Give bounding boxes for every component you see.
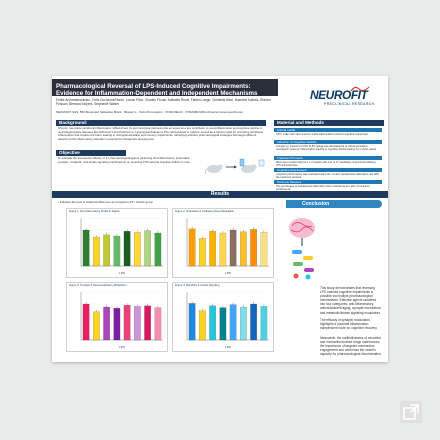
bar xyxy=(209,306,215,340)
results-panel-3 xyxy=(66,282,168,352)
objective-heading: Objective xyxy=(56,150,126,156)
affiliation: NEUROFIT SAS, 850 Boulevard Sébastien Brant · Bioparc 1 · Parc d'Innovation · 67400 Illkirch · STRASBOURG (France) www.neurofit.com xyxy=(56,110,244,114)
bar xyxy=(83,230,89,266)
method-label: Cognitive Assessment xyxy=(274,168,382,172)
bar xyxy=(103,235,109,266)
background-section xyxy=(56,120,266,148)
bar xyxy=(220,233,226,266)
bar xyxy=(230,230,236,266)
methods-heading: Material and Methods xyxy=(274,120,384,126)
bar xyxy=(114,308,120,340)
conclusion-paragraph-1: This study demonstrates that reversing LPS-induced cognitive impairments is possible via multiple pharmacological mechanisms. Effective agents clustered into four categories: anti-inflammatory, antioxidant/anti-aging, synaptic modulators, and metabolic/kinase signaling modulators. xyxy=(320,286,382,315)
conclusion-paragraph-2: The efficacy of synaptic modulators highlights a potential inflammation-independent route for cognitive recovery. xyxy=(320,318,378,331)
conclusion-paragraph-3: Meanwhile, the ineffectiveness of microbial and mechanism-based drugs underscores the importance of targeted mechanism engagement and reinforces the model's capacity for pharmacological discrimination. xyxy=(320,336,382,357)
bar xyxy=(93,237,99,266)
objective-text: To evaluate the therapeutic efficacy of 17 pharmacological agents (spanning anti-inflammatory, antioxidant, synaptic, metabolic, and kinase signaling mechanisms) on reversing LPS-induced cognitive deficits in mice. xyxy=(58,156,191,164)
results-section xyxy=(56,200,280,358)
bar xyxy=(199,311,205,340)
method-label: Induction of Cognitive Deficits xyxy=(274,140,382,144)
panel-title: Figure 1: Anti-inflammatory Profile & Targets xyxy=(69,210,120,213)
bar xyxy=(144,231,150,266)
bar xyxy=(124,231,130,266)
brain-wave-icon xyxy=(350,85,370,93)
panel-title: Figure 2: Antioxidant & Oxidative Stress Modulation xyxy=(175,210,235,213)
bar xyxy=(199,238,205,266)
method-label: Treatment Protocol xyxy=(274,156,382,160)
results-panel-1 xyxy=(66,208,168,278)
methods-section xyxy=(274,120,384,190)
bar-chart-1 xyxy=(67,214,167,276)
bar xyxy=(240,307,246,340)
neurofit-logo xyxy=(310,88,382,110)
bar xyxy=(220,308,226,340)
bar xyxy=(134,306,140,340)
logo-name: NEUROFIT xyxy=(310,88,368,102)
results-panel-2 xyxy=(172,208,274,278)
bar xyxy=(83,304,89,340)
x-axis-label: LPS xyxy=(119,345,125,349)
mouse-lps-illustration xyxy=(204,157,266,175)
bar xyxy=(134,232,140,266)
method-text: Cognitive performance was evaluated using the T-maze spontaneous alternation test after the treatment protocol. xyxy=(276,173,380,180)
bar xyxy=(240,232,246,266)
method-text: Mice were treated daily for 1 or 3 weeks with one of 17 candidate compounds following LPS administration. xyxy=(276,161,376,168)
panel-title: Figure 4: Metabolic & Kinase Signaling xyxy=(175,284,220,287)
panel-title: Figure 3: Synaptic & Neuromodulatory Modulation xyxy=(69,284,127,287)
bar xyxy=(209,231,215,266)
bar xyxy=(103,307,109,340)
bar xyxy=(250,304,256,340)
method-text: A single i.p. injection of LPS (0.83 mg/kg) was administered to induce persistent, neurogenic systemic inflammation leading to cognitive deficits lasting up to three weeks. xyxy=(276,145,377,152)
method-label: Animal model xyxy=(274,128,382,132)
x-axis-label: LPS xyxy=(225,271,231,275)
bar xyxy=(155,233,161,266)
results-note: • Indicates the level of statistical difference as compared LPS / Vehicle group xyxy=(58,200,153,204)
poster-header xyxy=(52,76,388,118)
brain-pills-illustration xyxy=(286,214,318,284)
title-line-2: Evidence for Inflammation-Dependent and Independent Mechanisms xyxy=(56,90,258,98)
method-text: The percentage of spontaneous alternation was recorded as an index of cognitive performance. xyxy=(276,185,370,192)
results-heading: Results xyxy=(52,191,388,198)
title-band xyxy=(52,79,278,96)
expand-button[interactable] xyxy=(400,401,422,423)
bar-chart-3 xyxy=(67,288,167,350)
method-label: Outcome Measure xyxy=(274,180,382,184)
poster xyxy=(52,76,388,362)
bar xyxy=(230,305,236,340)
bar-chart-4 xyxy=(173,288,273,350)
x-axis-label: LPS xyxy=(225,345,231,349)
poster-title xyxy=(56,83,278,98)
authors: Emilie Archambeaulcieu, Chris Duchesne/Noreu, Louise Pilon, Charles Proust, Adelaide Renzi, Fabien Lange, Christelle Aliux, Nazoline Kaliotis, Étienne Poisson, Bertrand Noyers, Stephanie Walker xyxy=(56,98,271,107)
bar xyxy=(124,305,130,340)
bar xyxy=(189,229,195,266)
conclusion-heading: Conclusion xyxy=(286,200,382,208)
bar xyxy=(93,312,99,340)
bar xyxy=(114,236,120,266)
bar xyxy=(250,229,256,266)
logo-tagline: PRECLINICAL RESEARCH xyxy=(324,102,375,106)
background-heading: Background: xyxy=(56,120,266,126)
background-text: Chronic, low-grade peripheral inflammation ruffled driven by gut microbiota (sickness-risk-emerged as a key contributor to neuroinflammation and cognitive decline in neurodegenerative diseases like Alzheimer's and Parkinson's. Lipopolysaccharides (LPS), administered to rodents, serves as a robust model for mimicking peripheral inflammation that impacts the brain, leading to microglial activation and memory impairments. Identifying effective pharmacological strategies that target different aspects of this inflammatory cascade is essential for therapeutic development. xyxy=(58,126,263,141)
method-text: C57 / male mice were used to model inflammation-induced cognitive impairment. xyxy=(276,133,369,136)
bar xyxy=(144,306,150,340)
title-line-1: Pharmacological Reversal of LPS-Induced Cognitive Impairments: xyxy=(56,83,251,90)
bar xyxy=(155,308,161,340)
results-panel-4 xyxy=(172,282,274,352)
bar xyxy=(189,303,195,340)
x-axis-label: LPS xyxy=(119,271,125,275)
bar xyxy=(261,306,267,340)
objective-section xyxy=(56,150,266,176)
bar xyxy=(261,232,267,266)
bar-chart-2 xyxy=(173,214,273,276)
expand-icon xyxy=(400,401,422,423)
